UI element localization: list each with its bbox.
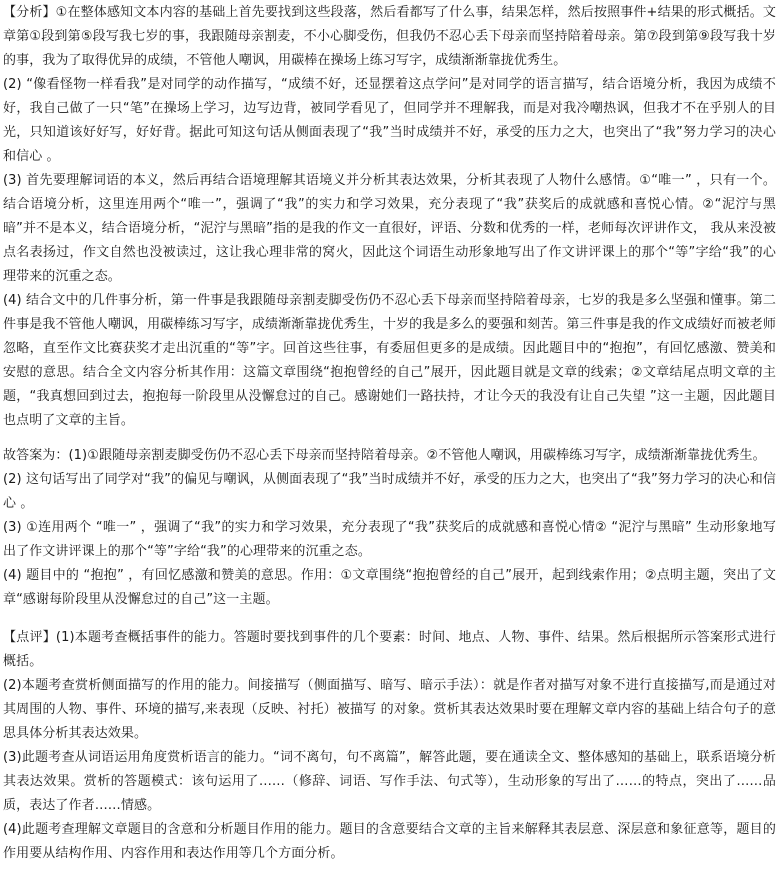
comment-section: [3, 626, 776, 866]
analysis-section: [3, 1, 776, 433]
comment-paragraph-4: (4)此题考查理解文章题目的含意和分析题目作用的能力。题目的含意要结合文章的主旨来解释其表层意、深层意和象征意等，题目的作用要从结构作用、内容作用和表达作用等几个方面分析。: [3, 822, 776, 861]
analysis-paragraph-4: (4) 结合文中的几件事分析，第一件事是我跟随母亲割麦脚受伤仍不忍心丢下母亲而坚持陪着母亲，七岁的我是多么坚强和懂事。第二件事是我不管他人嘲讽，用碳棒练习写字，成绩渐渐靠拢优秀生，十岁的我是多么的要强和刻苦。第三件事是我的作文成绩好而被老师忽略，直至作文比赛获奖才走出沉重的“等”字。回首这些往事，有委屈但更多的是成绩。因此题目中的“抱抱”，有回忆感激、赞美和安慰的意思。结合全文内容分析其作用：这篇文章围绕“抱抱曾经的自己”展开，因此题目就是文章的线索；②文章结尾点明文章的主题，“我真想回到过去，抱抱每一阶段里从没懈怠过的自己。感谢她们一路扶持，才让今天的我没有让自己失望 ”这一主题，因此题目也点明了文章的主旨。: [3, 293, 776, 428]
answer-paragraph-3: (3) ①连用两个 “唯一” ，强调了“我”的实力和学习效果，充分表现了“我”获奖后的成就感和喜悦心情② “泥泞与黑暗” 生动形象地写出了作文讲评课上的那个“等”字给“我”的心理带来的沉重之态。: [3, 520, 776, 559]
answer-paragraph-1: 故答案为：(1)①跟随母亲割麦脚受伤仍不忍心丢下母亲而坚持陪着母亲。②不管他人嘲讽，用碳棒练习写字，成绩渐渐靠拢优秀生。: [3, 448, 766, 463]
comment-paragraph-3: (3)此题考查从词语运用角度赏析语言的能力。“词不离句，句不离篇”，解答此题，要在通读全文、整体感知的基础上，联系语境分析其表达效果。赏析的答题模式：该句运用了……（修辞、词语、写作手法、句式等），生动形象的写出了……的特点，突出了……品质，表达了作者……情感。: [3, 750, 776, 813]
analysis-paragraph-3: (3) 首先要理解词语的本义，然后再结合语境理解其语境义并分析其表达效果，分析其表现了人物什么感情。①“唯一” ，只有一个。结合语境分析，这里连用两个“唯一”，强调了“我”的实力和学习效果，充分表现了“我”获奖后的成就感和喜悦心情。②“泥泞与黑暗”并不是本义，结合语境分析，“泥泞与黑暗”指的是我的作文一直很好，评语、分数和优秀的一样，老师每次评讲作文， 我从来没被点名表扬过，作文自然也没被读过，这让我心理非常的窝火，因此这个词语生动形象地写出了作文讲评课上的那个“等”字给“我”的心理带来的沉重之态。: [3, 173, 776, 284]
analysis-paragraph-1: 【分析】①在整体感知文本内容的基础上首先要找到这些段落，然后看都写了什么事，结果怎样，然后按照事件+结果的形式概括。文章第①段到第⑤段写我七岁的事，我跟随母亲割麦，不小心脚受伤，但我仍不忍心丢下母亲而坚持陪着母亲。第⑦段到第⑨段写我十岁的事，我为了取得优异的成绩，不管他人嘲讽，用碳棒在操场上练习写字，成绩渐渐靠拢优秀生。: [3, 5, 776, 68]
answer-section: [3, 444, 776, 612]
section-spacer: [3, 612, 776, 626]
answer-paragraph-4: (4) 题目中的 “抱抱” ，有回忆感激和赞美的意思。作用：①文章围绕“抱抱曾经的自己”展开，起到线索作用；②点明主题，突出了文章“感谢每阶段里从没懈怠过的自己”这一主题。: [3, 568, 776, 607]
comment-paragraph-1: 【点评】(1)本题考查概括事件的能力。答题时要找到事件的几个要素：时间、地点、人物、事件、结果。然后根据所示答案形式进行概括。: [3, 630, 776, 669]
analysis-paragraph-2: (2) “像看怪物一样看我”是对同学的动作描写，“成绩不好，还显摆着这点学问”是对同学的语言描写，结合语境分析，我因为成绩不好，我自己做了一只“笔”在操场上学习，边写边背，被同学看见了，但同学并不理解我，而是对我冷嘲热讽，但我才不在乎别人的目光，只知道该好好写，好好背。据此可知这句话从侧面表现了“我”当时成绩并不好，承受的压力之大，也突出了“我”努力学习的决心和信心 。: [3, 77, 776, 164]
comment-paragraph-2: (2)本题考查赏析侧面描写的作用的能力。间接描写（侧面描写、暗写、暗示手法）：就是作者对描写对象不进行直接描写,而是通过对其周围的人物、事件、环境的描写,来表现（反映、衬托）被描写 的对象。赏析其表达效果时要在理解文章内容的基础上结合句子的意思具体分析其表达效果。: [3, 678, 776, 741]
answer-paragraph-2: (2) 这句话写出了同学对“我”的偏见与嘲讽，从侧面表现了“我”当时成绩并不好，承受的压力之大，也突出了“我”努力学习的决心和信心 。: [3, 472, 776, 511]
section-spacer: [3, 433, 776, 444]
